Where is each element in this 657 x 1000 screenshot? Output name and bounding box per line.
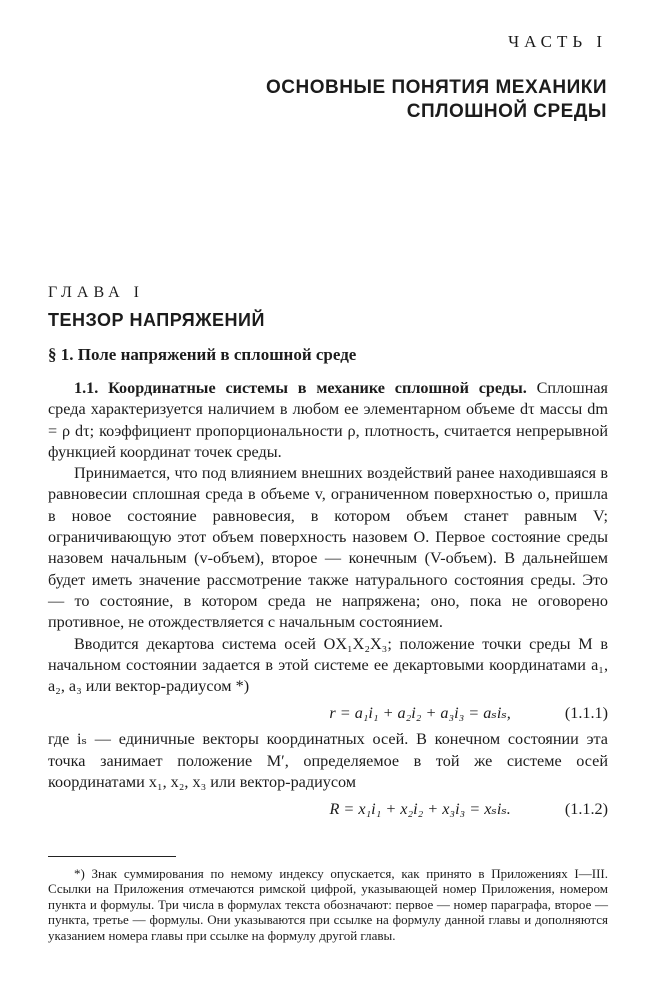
- paragraph-1-text: Сплошная среда характеризуется наличием в любом ее элементарном объеме dτ массы dm = ρ dτ; коэффициент пропорциональности ρ, плотность, считается непрерывной функцией координат точек среды.: [48, 379, 608, 461]
- part-label: ЧАСТЬ I: [508, 32, 607, 51]
- chapter-title: ТЕНЗОР НАПРЯЖЕНИЙ: [48, 310, 265, 330]
- paragraph-3: Вводится декартова система осей OX₁X₂X₃; положение точки среды M в начальном состоянии задается в этой системе ее декартовыми координатами a₁, a₂, a₃ или вектор-радиусом *): [48, 634, 608, 696]
- equation-number: (1.1.1): [564, 703, 608, 722]
- chapter-label: ГЛАВА I: [48, 284, 144, 301]
- equation-formula: r = a₁i₁ + a₂i₂ + a₃i₃ = aₛiₛ,: [329, 703, 511, 722]
- part-title-line-2: СПЛОШНОЙ СРЕДЫ: [406, 101, 607, 122]
- part-title-line-1: ОСНОВНЫЕ ПОНЯТИЯ МЕХАНИКИ: [265, 77, 607, 98]
- equation-1-1-1: [48, 697, 608, 729]
- body-text: [48, 378, 608, 825]
- paragraph-4: где iₛ — единичные векторы координатных осей. В конечном состоянии эта точка занимает положение M′, определяемое в той же системе осей координатами x₁, x₂, x₃ или вектор-радиусом: [48, 730, 608, 792]
- equation-formula: R = x₁i₁ + x₂i₂ + x₃i₃ = xₛiₛ.: [329, 799, 511, 818]
- footnote: *) Знак суммирования по немому индексу опускается, как принято в Приложениях I—III. Ссылки на Приложения отмечаются римской цифрой, указывающей номер Приложения, номером пункта и формулы. Три числа в формулах текста обозначают: первое — номер параграфа, второе — пункта, третье — формулы. Они указываются при ссылке на формулу данной главы и дополняются указанием номера главы при ссылке на формулу другой главы.: [48, 866, 608, 943]
- section-title: § 1. Поле напряжений в сплошной среде: [48, 345, 357, 364]
- subsection-heading: 1.1. Координатные системы в механике сплошной среды.: [74, 379, 527, 397]
- paragraph-1: [48, 378, 608, 463]
- equation-number: (1.1.2): [564, 799, 608, 818]
- part-title: [266, 76, 607, 124]
- paragraph-2: Принимается, что под влиянием внешних воздействий ранее находившаяся в равновесии сплошная среда в объеме v, ограниченном поверхностью o, пришла в новое состояние равновесия, в котором объем станет равным V; ограничивающую этот объем поверхность назовем O. Первое состояние среды назовем начальным (v-объем), второе — конечным (V-объем). В дальнейшем будет иметь значение рассмотрение также натурального состояния среды. Это — то состояние, в котором среда не напряжена; оно, пока не оговорено противное, не отождествляется с начальным состоянием.: [48, 464, 608, 632]
- equation-1-1-2: [48, 793, 608, 825]
- footnote-divider: [48, 856, 176, 857]
